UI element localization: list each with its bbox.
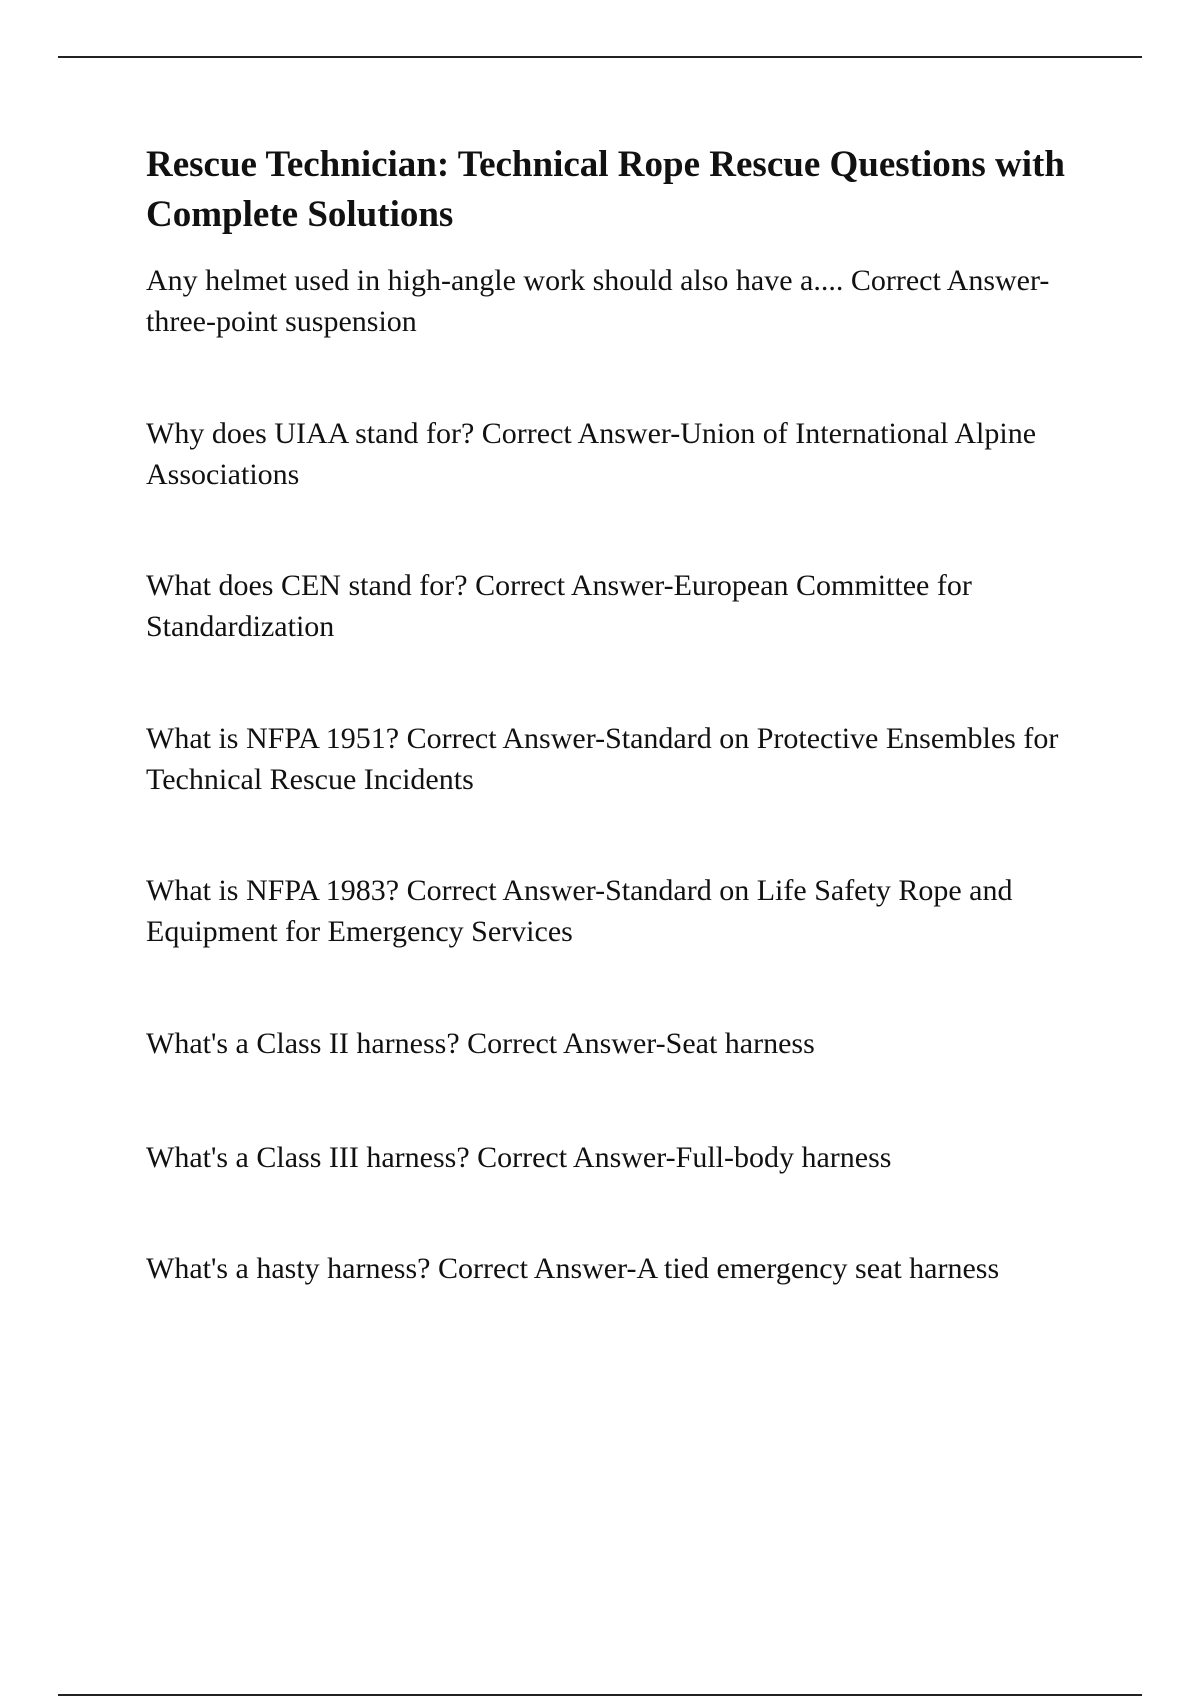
qa-item: Any helmet used in high-angle work should also have a.... Correct Answer-three-point suspension — [146, 264, 1050, 338]
document-body — [146, 140, 1096, 1285]
qa-item: What does CEN stand for? Correct Answer-European Committee for Standardization — [146, 569, 972, 643]
qa-item: What is NFPA 1951? Correct Answer-Standard on Protective Ensembles for Technical Rescue Incidents — [146, 722, 1059, 796]
footer-rule — [58, 1694, 1142, 1696]
header-rule — [58, 56, 1142, 58]
qa-item: Why does UIAA stand for? Correct Answer-Union of International Alpine Associations — [146, 417, 1037, 491]
qa-item: What's a hasty harness? Correct Answer-A tied emergency seat harness — [146, 1252, 1000, 1285]
qa-item: What is NFPA 1983? Correct Answer-Standard on Life Safety Rope and Equipment for Emergency Services — [146, 874, 1013, 948]
document-title: Rescue Technician: Technical Rope Rescue Questions with Complete Solutions — [146, 144, 1065, 235]
qa-item: What's a Class III harness? Correct Answer-Full-body harness — [146, 1141, 892, 1174]
qa-item: What's a Class II harness? Correct Answer-Seat harness — [146, 1027, 815, 1060]
